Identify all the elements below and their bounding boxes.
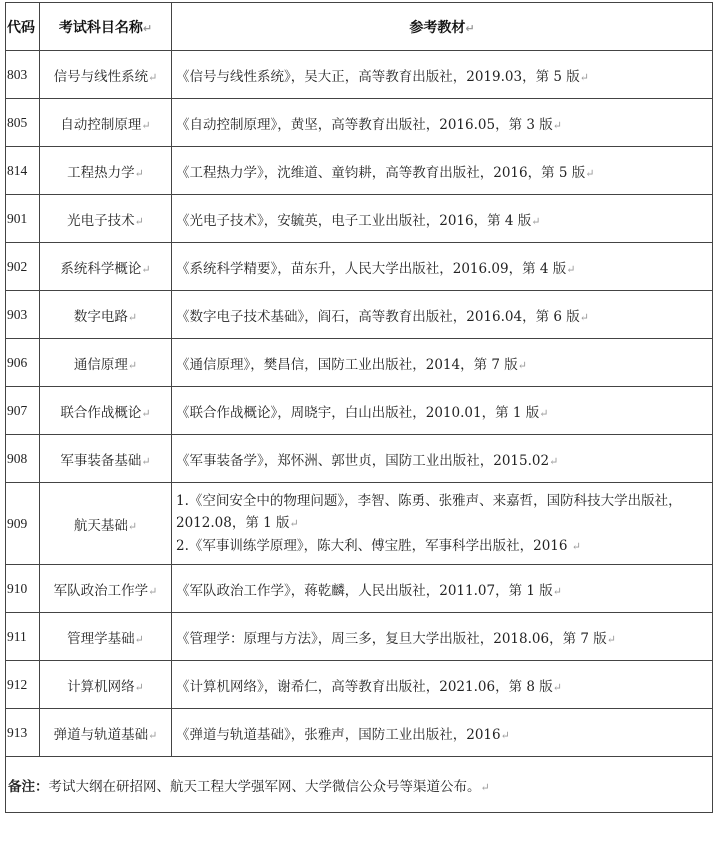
table-row	[6, 709, 713, 757]
reference-book-line-2: 2.《军事训练学原理》，陈大利、傅宝胜，军事科学出版社，2016 ↵	[176, 537, 582, 554]
paragraph-mark-icon: ↵	[127, 310, 138, 324]
table-row	[6, 243, 713, 291]
table-header-row	[6, 3, 713, 51]
cell-reference-book: 《通信原理》，樊昌信，国防工业出版社，2014，第 7 版↵	[172, 339, 713, 387]
cell-subject-name: 军事装备基础↵	[40, 435, 172, 483]
table-row	[6, 387, 713, 435]
paragraph-mark-icon: ↵	[579, 310, 589, 324]
cell-code: 913	[6, 709, 40, 757]
table-row	[6, 483, 713, 565]
cell-code: 907	[6, 387, 40, 435]
paragraph-mark-icon: ↵	[500, 728, 510, 742]
cell-subject-name: 军队政治工作学↵	[40, 565, 172, 613]
paragraph-mark-icon: ↵	[141, 262, 151, 276]
cell-code: 912	[6, 661, 40, 709]
paragraph-mark-icon: ↵	[141, 118, 151, 132]
paragraph-mark-icon: ↵	[517, 358, 527, 372]
header-reference-books: 参考教材↵	[172, 3, 713, 51]
paragraph-mark-icon: ↵	[571, 539, 582, 553]
cell-code: 803	[6, 51, 40, 99]
cell-subject-name: 信号与线性系统↵	[40, 51, 172, 99]
cell-reference-book: 《军事装备学》，郑怀洲、郭世贞，国防工业出版社，2015.02↵	[172, 435, 713, 483]
cell-reference-book: 《系统科学精要》，苗东升，人民大学出版社，2016.09，第 4 版↵	[172, 243, 713, 291]
paragraph-mark-icon: ↵	[552, 680, 562, 694]
paragraph-mark-icon: ↵	[552, 584, 562, 598]
cell-subject-name: 系统科学概论↵	[40, 243, 172, 291]
cell-reference-book: 《数字电子技术基础》，阎石，高等教育出版社，2016.04，第 6 版↵	[172, 291, 713, 339]
cell-reference-book: 《联合作战概论》，周晓宇，白山出版社，2010.01，第 1 版↵	[172, 387, 713, 435]
cell-subject-name: 航天基础↵	[40, 483, 172, 565]
cell-reference-book: 《工程热力学》，沈维道、童钧耕，高等教育出版社，2016，第 5 版↵	[172, 147, 713, 195]
paragraph-mark-icon: ↵	[141, 406, 151, 420]
table-row	[6, 51, 713, 99]
paragraph-mark-icon: ↵	[142, 21, 153, 35]
cell-reference-book: 《弹道与轨道基础》，张雅声，国防工业出版社，2016↵	[172, 709, 713, 757]
cell-subject-name: 工程热力学↵	[40, 147, 172, 195]
table-row	[6, 147, 713, 195]
cell-code: 909	[6, 483, 40, 565]
paragraph-mark-icon: ↵	[148, 584, 158, 598]
cell-reference-book: 《信号与线性系统》，吴大正，高等教育出版社，2019.03，第 5 版↵	[172, 51, 713, 99]
paragraph-mark-icon: ↵	[606, 632, 616, 646]
cell-subject-name: 管理学基础↵	[40, 613, 172, 661]
cell-subject-name: 联合作战概论↵	[40, 387, 172, 435]
paragraph-mark-icon: ↵	[566, 262, 576, 276]
table-row	[6, 99, 713, 147]
cell-subject-name: 数字电路↵	[40, 291, 172, 339]
paragraph-mark-icon: ↵	[465, 21, 475, 35]
table-row	[6, 291, 713, 339]
note-cell	[6, 757, 713, 813]
cell-reference-book: 《军队政治工作学》，蒋乾麟，人民出版社，2011.07，第 1 版↵	[172, 565, 713, 613]
cell-reference-book: 《管理学：原理与方法》，周三多，复旦大学出版社，2018.06，第 7 版↵	[172, 613, 713, 661]
table-row	[6, 339, 713, 387]
note-text: 考试大纲在研招网、航天工程大学强军网、大学微信公众号等渠道公布。	[48, 778, 481, 795]
cell-code: 901	[6, 195, 40, 243]
paragraph-mark-icon: ↵	[127, 358, 138, 372]
table-row	[6, 195, 713, 243]
table-row	[6, 613, 713, 661]
table-row	[6, 661, 713, 709]
table-row	[6, 565, 713, 613]
paragraph-mark-icon: ↵	[480, 780, 490, 794]
paragraph-mark-icon: ↵	[148, 728, 158, 742]
cell-subject-name: 弹道与轨道基础↵	[40, 709, 172, 757]
header-code: 代码	[6, 3, 40, 51]
cell-code: 805	[6, 99, 40, 147]
cell-code: 814	[6, 147, 40, 195]
note-row	[6, 757, 713, 813]
paragraph-mark-icon: ↵	[134, 214, 144, 228]
paragraph-mark-icon: ↵	[552, 118, 562, 132]
paragraph-mark-icon: ↵	[141, 454, 151, 468]
reference-books-table	[5, 2, 713, 813]
paragraph-mark-icon: ↵	[531, 214, 541, 228]
cell-reference-book: 《自动控制原理》，黄坚，高等教育出版社，2016.05，第 3 版↵	[172, 99, 713, 147]
cell-code: 902	[6, 243, 40, 291]
paragraph-mark-icon: ↵	[289, 516, 299, 530]
note-label: 备注：	[8, 778, 49, 795]
cell-subject-name: 通信原理↵	[40, 339, 172, 387]
cell-reference-book: 《光电子技术》，安毓英，电子工业出版社，2016，第 4 版↵	[172, 195, 713, 243]
cell-code: 908	[6, 435, 40, 483]
cell-code: 910	[6, 565, 40, 613]
paragraph-mark-icon: ↵	[549, 454, 559, 468]
cell-code: 903	[6, 291, 40, 339]
cell-subject-name: 光电子技术↵	[40, 195, 172, 243]
reference-book-line-1: 1.《空间安全中的物理问题》，李智、陈勇、张雅声、来嘉哲，国防科技大学出版社，2012.08，第 1 版↵	[176, 492, 682, 531]
header-subject-name: 考试科目名称↵	[40, 3, 172, 51]
cell-reference-book	[172, 483, 713, 565]
paragraph-mark-icon: ↵	[579, 70, 589, 84]
cell-subject-name: 计算机网络↵	[40, 661, 172, 709]
paragraph-mark-icon: ↵	[585, 166, 595, 180]
paragraph-mark-icon: ↵	[134, 632, 144, 646]
table-row	[6, 435, 713, 483]
paragraph-mark-icon: ↵	[134, 680, 144, 694]
cell-code: 911	[6, 613, 40, 661]
cell-subject-name: 自动控制原理↵	[40, 99, 172, 147]
paragraph-mark-icon: ↵	[539, 406, 549, 420]
paragraph-mark-icon: ↵	[127, 519, 138, 533]
paragraph-mark-icon: ↵	[134, 166, 144, 180]
paragraph-mark-icon: ↵	[148, 70, 158, 84]
cell-code: 906	[6, 339, 40, 387]
cell-reference-book: 《计算机网络》，谢希仁，高等教育出版社，2021.06，第 8 版↵	[172, 661, 713, 709]
